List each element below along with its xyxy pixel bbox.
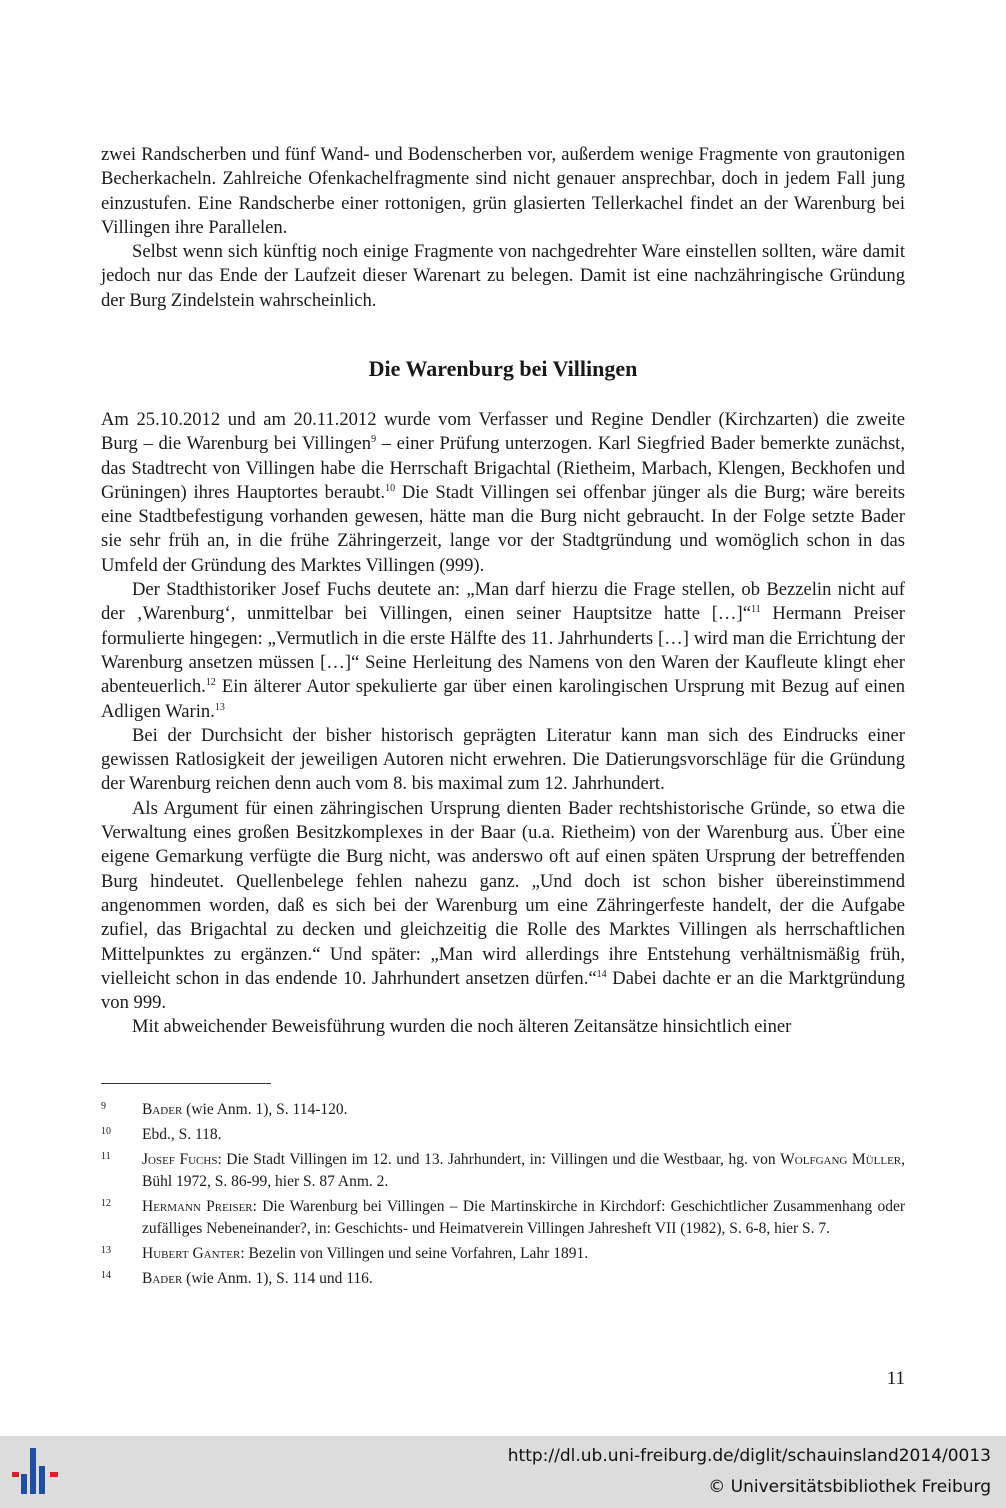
- footnote: [101, 1196, 905, 1240]
- footnote-text: : Die Stadt Villingen im 12. und 13. Jahrhundert, in: Villingen und die Westbaar, hg. von: [217, 1151, 781, 1168]
- footnote-text: (wie Anm. 1), S. 114 und 116.: [182, 1270, 373, 1287]
- footnote-text: (wie Anm. 1), S. 114-120.: [182, 1101, 348, 1118]
- footnote-number: 9: [101, 1101, 106, 1112]
- footnote-author: Bader: [142, 1101, 183, 1118]
- footnote-ref[interactable]: 10: [385, 482, 396, 494]
- footnote-number: 14: [101, 1270, 111, 1281]
- copyright-text: © Universitätsbibliothek Freiburg: [708, 1477, 991, 1497]
- footnote-author: Josef Fuchs: [142, 1151, 218, 1168]
- footer-bar: [0, 1436, 1006, 1508]
- paragraph: [101, 578, 905, 724]
- text-run: Am 25.10.2012 und am 20.11.2012 wurde vom Verfasser und Regine Dendler (Kirchzarten) die zweite Burg – die Warenburg bei Villingen: [101, 409, 905, 455]
- footnote: [101, 1268, 905, 1290]
- library-logo-icon: [10, 1446, 60, 1498]
- text-run: – einer Prüfung unterzogen. Karl Siegfried Bader bemerkte zunächst, das Stadtrecht von Villingen habe die Herrschaft Brigachtal (Rietheim, Marbach, Klengen, Beckhofen und Grüningen) ihres Hauptortes beraubt.: [101, 433, 905, 503]
- footnote-text: : Die Warenburg bei Villingen – Die Martinskirche in Kirchdorf: Geschichtlicher Zusammenhang oder zufälliges Nebeneinander?, in: Geschichts- und Heimatverein Villingen Jahresheft VII (1982), S. 6-8, hier S. 7.: [142, 1198, 905, 1237]
- paragraph: Selbst wenn sich künftig noch einige Fragmente von nachgedrehter Ware einstellen sollten, wäre damit jedoch nur das Ende der Laufzeit dieser Warenart zu belegen. Damit ist eine nachzähringische Gründung der Burg Zindelstein wahrscheinlich.: [101, 241, 905, 311]
- text-run: Ein älterer Autor spekulierte gar über einen karolingischen Ursprung mit Bezug auf einen Adligen Warin.: [101, 676, 905, 722]
- text-run: Die Stadt Villingen sei offenbar jünger als die Burg; wäre bereits eine Stadtbefestigung vorhanden gewesen, hätte man die Burg nicht gebraucht. In der Folge setzte Bader sie sehr früh an, in die frühe Zähringerzeit, lange vor der Stadtgründung und womöglich schon in das Umfeld der Gründung des Marktes Villingen (999).: [101, 481, 905, 576]
- text-run: Dabei dachte er an die Marktgründung von 999.: [101, 967, 905, 1014]
- paragraph: Mit abweichender Beweisführung wurden die noch älteren Zeitansätze hinsichtlich einer: [132, 1016, 792, 1038]
- footnote: [101, 1124, 905, 1146]
- page-number: 11: [886, 1368, 905, 1389]
- footnote-ref[interactable]: 9: [371, 434, 377, 446]
- footnote-ref[interactable]: 11: [750, 604, 761, 616]
- footnote: [101, 1099, 905, 1121]
- footnote-ref[interactable]: 14: [596, 968, 607, 980]
- paragraph: Bei der Durchsicht der bisher historisch geprägten Literatur kann man sich des Eindrucks einer gewissen Ratlosigkeit der jeweiligen Autoren nicht erwehren. Die Datierungsvorschläge für die Gründung der Warenburg reichen denn auch vom 8. bis maximal zum 12. Jahrhundert.: [101, 724, 905, 795]
- document-url-link[interactable]: http://dl.ub.uni-freiburg.de/diglit/schauinsland2014/0013: [507, 1446, 991, 1466]
- footnote-text: : Bezelin von Villingen und seine Vorfahren, Lahr 1891.: [240, 1245, 589, 1262]
- footnote-number: 12: [101, 1198, 111, 1209]
- footnote-divider: [101, 1083, 271, 1084]
- footnote-text: , Bühl 1972, S. 86-99, hier S. 87 Anm. 2.: [142, 1151, 905, 1190]
- footnote: [101, 1243, 905, 1265]
- footnote-text: Ebd., S. 118.: [142, 1126, 222, 1143]
- footnote-author: Hermann Preiser: [142, 1198, 253, 1215]
- section-text: [101, 408, 905, 1040]
- paragraph: zwei Randscherben und fünf Wand- und Bodenscherben vor, außerdem wenige Fragmente von grautonigen Becherkacheln. Zahlreiche Ofenkachelfragmente sind nicht genauer ansprechbar, doch in jedem Fall jung einzustufen. Eine Randscherbe einer rottonigen, grün glasierten Tellerkachel findet an der Warenburg bei Villingen ihre Parallelen.: [101, 144, 905, 238]
- intro-text: [101, 143, 905, 313]
- footnotes: [101, 1099, 905, 1293]
- footnote: [101, 1149, 905, 1193]
- footnote-ref[interactable]: 12: [205, 677, 216, 689]
- footnote-ref[interactable]: 13: [214, 701, 225, 713]
- footnote-author: Bader: [142, 1270, 183, 1287]
- footnote-number: 13: [101, 1245, 111, 1256]
- footnote-number: 10: [101, 1126, 111, 1137]
- paragraph: [101, 797, 905, 1016]
- footnote-author: Wolfgang Müller: [780, 1151, 902, 1168]
- text-run: Der Stadthistoriker Josef Fuchs deutete an: „Man darf hierzu die Frage stellen, ob Bezzelin nicht auf der ‚Warenburg‘, unmittelbar bei Villingen, einen seiner Hauptsitze hatte […]“: [101, 579, 905, 625]
- paragraph: [101, 408, 905, 578]
- footnote-number: 11: [101, 1151, 111, 1162]
- footnote-author: Hubert Ganter: [142, 1245, 241, 1262]
- text-run: Als Argument für einen zähringischen Ursprung dienten Bader rechtshistorische Gründe, so etwa die Verwaltung eines großen Besitzkomplexes in der Baar (u.a. Rietheim) von der Warenburg aus. Über eine eigene Gemarkung verfügte die Burg nicht, was anderswo oft auf einen späten Ursprung der betreffenden Burg hindeutet. Quellenbelege fehlen nahezu ganz. „Und doch ist schon bisher übereinstimmend angenommen worden, daß es sich bei der Warenburg um eine Zähringerfeste handelt, der die Aufgabe zufiel, das Brigachtal zu decken und gleichzeitig die Rolle des Marktes Villingen als herrschaftlichen Mittelpunktes zu ergänzen.“ Und später: „Man wird allerdings ihre Entstehung verhältnismäßig früh, vielleicht schon in das endende 10. Jahrhundert ansetzen dürfen.“: [101, 797, 905, 989]
- section-heading: Die Warenburg bei Villingen: [368, 356, 638, 381]
- text-run: Hermann Preiser formulierte hingegen: „Vermutlich in die erste Hälfte des 11. Jahrhunderts […] wird man die Errichtung der Warenburg ansetzen müssen […]“ Seine Herleitung des Namens von den Waren der Kaufleute klingt eher abenteuerlich.: [101, 603, 905, 698]
